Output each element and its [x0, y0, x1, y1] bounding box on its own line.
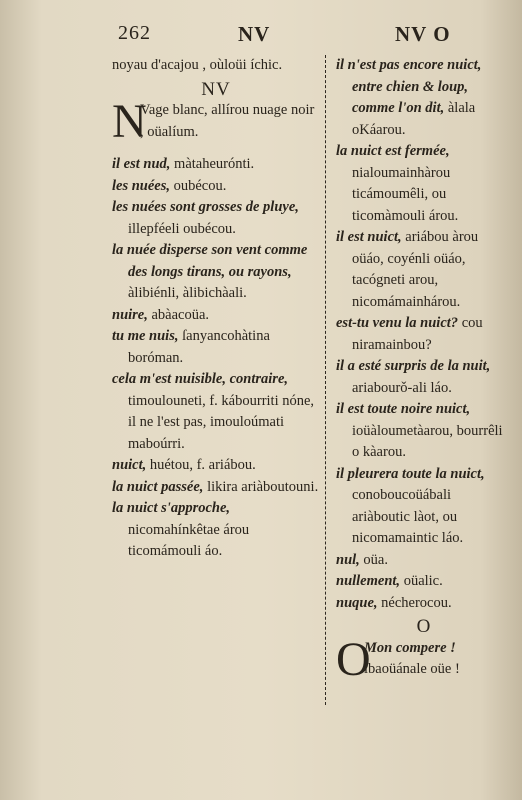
entry-term: les nuées sont grosses de pluye, [112, 199, 299, 215]
entry [112, 240, 320, 305]
entry-term: nuire, [112, 306, 148, 323]
entry-gloss: abàacoüa. [147, 306, 210, 323]
entry-term: nuict, [112, 457, 147, 473]
entry-term: nul, [336, 551, 360, 568]
entry-term: il pleurera toute la nuict, [336, 465, 485, 482]
entry [336, 399, 512, 464]
entry [112, 498, 320, 563]
entry-gloss: timoulouneti, f. kábourriti nóne, il ne l'est pas, imouloúmati maboúrri. [128, 392, 315, 452]
entry-gloss: àlala oKáarou. [352, 100, 476, 138]
entry-term: tu me nuis, [112, 328, 179, 344]
entry-gloss: ioüàloumetàarou, bourrêli o kàarou. [352, 422, 503, 460]
dropcap-letter: O [336, 632, 371, 686]
entry [336, 313, 512, 356]
page-number: 262 [118, 22, 151, 44]
dropcap-text: Vage blanc, allírou nuage noir , oüalíum. [140, 102, 315, 140]
right-running-head: NV O [395, 22, 451, 46]
column-divider [325, 55, 326, 705]
entry [112, 154, 320, 176]
entry-term: il est nud, [112, 156, 171, 172]
entry-gloss: àlibiénli, àlibichàali. [128, 285, 247, 301]
left-column [112, 55, 320, 563]
entry [112, 455, 320, 477]
entry [336, 141, 512, 227]
section-head-nv: NV [201, 78, 231, 100]
entry-gloss: oubécou. [170, 177, 227, 194]
entry-gloss: ibaoüánale oüe ! [364, 661, 460, 677]
left-running-head: NV [238, 22, 271, 46]
entry-term: il est nuict, [336, 229, 402, 245]
entry-gloss: nécherocou. [377, 594, 452, 611]
entry [112, 305, 320, 327]
entry [336, 571, 512, 593]
entry-text: noyau d'acajou , oùloüi íchic. [112, 57, 283, 73]
entry-term: il est toute noire nuict, [336, 401, 471, 417]
dropcap-entry [336, 632, 512, 692]
entry-noyau [112, 55, 320, 77]
entry [336, 550, 512, 572]
entry-gloss: cou niramainbou? [352, 315, 483, 353]
entry-gloss: ſanyancohàtina boróman. [128, 328, 270, 366]
entry-term: il a esté surpris de la nuit, [336, 358, 491, 374]
dropcap-entry [112, 95, 320, 154]
entry [112, 326, 320, 369]
entry-term: il n'est pas encore nuict, entre chien & loup, comme l'on dit, [336, 57, 482, 116]
entry-gloss: ariábou àrou oüáo, coyénli oüáo, tacógneti arou, nicomámainhárou. [352, 229, 479, 310]
entry [336, 593, 512, 615]
entry-term: Mon compere ! [364, 639, 456, 656]
entry [336, 227, 512, 313]
entry-gloss: màtaheurónti. [170, 156, 255, 172]
entry-term: la nuée disperse son vent comme des longs tirans, ou rayons, [112, 242, 308, 280]
entry-term: la nuict s'approche, [112, 500, 231, 516]
entry-gloss: conoboucoüábali ariàboutic làot, ou nicomamaintic láo. [352, 487, 464, 546]
entry-gloss: oüalic. [400, 573, 443, 589]
dropcap-letter: N [112, 95, 147, 148]
entry-gloss: illepféeli oubécou. [128, 220, 236, 237]
entry-gloss: oüa. [359, 551, 388, 568]
entry-gloss: huétou, f. ariábou. [146, 457, 256, 473]
entry [336, 55, 512, 141]
entry-term: est-tu venu la nuict? [336, 315, 462, 331]
entry-gloss: ariabourǒ-ali láo. [352, 379, 452, 396]
entry-gloss: likira ariàboutouni. [203, 478, 319, 495]
entry [112, 176, 320, 198]
entry-gloss: nicomahínkêtae árou ticomámouli áo. [128, 521, 250, 559]
entry-term: nuque, [336, 594, 378, 611]
entry [112, 197, 320, 240]
entry-term: nullement, [336, 573, 401, 589]
entry-term: la nuict passée, [112, 478, 204, 495]
entry [112, 477, 320, 499]
entry-gloss: nialoumainhàrou ticámoumêli, ou ticomàmouli árou. [352, 164, 459, 224]
entry-term: cela m'est nuisible, contraire, [112, 371, 289, 387]
right-column [336, 55, 512, 692]
entry-term: la nuict est fermée, [336, 143, 450, 159]
entry [112, 369, 320, 455]
entry [336, 356, 512, 399]
entry-term: les nuées, [112, 177, 170, 194]
entry [336, 464, 512, 550]
section-head-o: O [416, 616, 432, 637]
